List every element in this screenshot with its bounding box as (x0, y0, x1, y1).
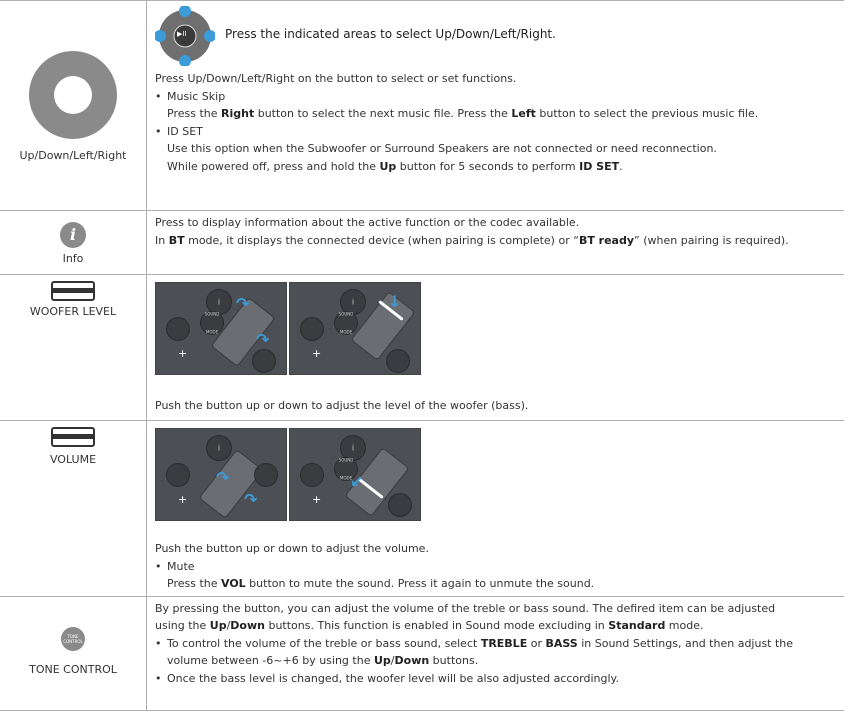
woofer-photo-2 (289, 282, 421, 375)
volume-rocker-icon (51, 427, 95, 447)
text: / (390, 654, 395, 667)
text: mode, it displays the connected device (when pairing is complete) or “ (184, 233, 579, 247)
arrow-down-icon: ↷ (244, 490, 258, 509)
text: button for 5 seconds to perform (396, 159, 580, 173)
volume-photo-2 (289, 428, 421, 521)
photo-settings-button (388, 493, 412, 517)
text: i (351, 297, 355, 307)
id-set-title: ID SET (167, 124, 203, 138)
photo-mute-button (300, 463, 324, 487)
volume-icon-cell (0, 421, 147, 597)
volume-bullets (155, 558, 844, 576)
photo-mute-button (300, 317, 324, 341)
info-label: Info (62, 251, 84, 265)
info-icon (60, 222, 86, 248)
photo-plus: + (312, 493, 322, 506)
tone-icon-text: TONE CONTROL (63, 634, 83, 645)
rocker-stripe (53, 434, 93, 439)
info-line-2 (155, 232, 844, 250)
photo-settings-button (252, 349, 276, 373)
info-icon-cell (0, 211, 147, 275)
navigation-bullets-2 (155, 123, 844, 141)
row-info (0, 211, 844, 275)
text: i (217, 443, 221, 453)
mute-bullet (155, 558, 844, 576)
play-pause-icon: ▶II (177, 30, 187, 38)
text: ” (when pairing is required). (634, 233, 789, 247)
info-glyph: i (69, 224, 77, 244)
woofer-desc: Push the button up or down to adjust the level of the woofer (bass). (155, 399, 529, 412)
woofer-description (147, 275, 845, 421)
text: SOUND MODE (338, 311, 354, 334)
music-skip-title: Music Skip (167, 89, 226, 103)
photo-plus: + (178, 493, 188, 506)
tone-line-2 (155, 617, 844, 635)
row-navigation (0, 1, 844, 211)
woofer-photo-1 (155, 282, 287, 375)
text: Press the (167, 577, 221, 590)
text: Press the (167, 107, 221, 120)
info-line-1: Press to display information about the active function or the codec available. (155, 216, 580, 229)
photo-plus: + (178, 347, 188, 360)
text: BASS (545, 636, 578, 650)
navigation-ring-icon (25, 47, 121, 143)
woofer-icon-cell (0, 275, 147, 421)
navigation-intro: Press Up/Down/Left/Right on the button to select or set functions. (155, 72, 517, 85)
text: button to mute the sound. Press it again to unmute the sound. (245, 577, 595, 590)
arrow-up-icon: ↷ (216, 468, 230, 487)
arrow-up-icon: ↷ (236, 294, 250, 313)
volume-photos (155, 424, 844, 540)
text: VOL (221, 577, 246, 590)
text: i (217, 297, 221, 307)
text: While powered off, press and hold the (167, 159, 380, 173)
text: Down (394, 654, 430, 667)
text: button to select the previous music file. (535, 107, 759, 120)
text: i (351, 443, 355, 453)
text: buttons. This function is enabled in Sound mode excluding in (264, 619, 609, 632)
navigation-bullets (155, 88, 844, 106)
text: Down (230, 619, 265, 632)
tone-bullet-2: • Once the bass level is changed, the woofer level will be also adjusted accordingly. (155, 670, 844, 688)
volume-description (147, 421, 845, 597)
photo-mute-button (166, 463, 190, 487)
text: volume between -6~+6 by using the (167, 654, 374, 667)
arrow-down-icon: ↓ (388, 292, 402, 311)
text: in Sound Settings, and then adjust the (577, 636, 794, 650)
mute-desc (155, 575, 844, 593)
info-description (147, 211, 845, 275)
text: BT ready (578, 233, 635, 247)
text: SOUND MODE (204, 311, 220, 334)
text: Right (221, 107, 255, 120)
text: Standard (608, 619, 666, 632)
photo-settings-button (254, 463, 278, 487)
tone-control-icon (61, 627, 85, 651)
id-set-desc-2 (155, 158, 844, 176)
music-skip-desc (155, 105, 844, 123)
volume-desc: Push the button up or down to adjust the volume. (155, 542, 429, 555)
photo-plus: + (312, 347, 322, 360)
text: To control the volume of the treble or bass sound, select (167, 636, 481, 650)
text: buttons. (429, 654, 479, 667)
navigation-description (147, 1, 845, 211)
text: SOUND MODE (338, 457, 354, 480)
tone-description (147, 596, 845, 710)
text: Up (209, 619, 227, 632)
photo-mute-button (166, 317, 190, 341)
text: BT (168, 233, 185, 247)
arrow-down-icon: ↙ (350, 472, 364, 491)
tone-icon-cell (0, 596, 147, 710)
tone-bullet-1 (155, 635, 844, 670)
text: using the (155, 619, 210, 632)
navigation-callout-text: Press the indicated areas to select Up/Down/Left/Right. (225, 27, 556, 41)
mute-title: Mute (167, 559, 195, 573)
text: In (155, 233, 169, 247)
navigation-icon-cell (0, 1, 147, 211)
photo-settings-button (386, 349, 410, 373)
row-woofer (0, 275, 844, 421)
row-tone-control (0, 596, 844, 710)
id-set-bullet (155, 123, 844, 141)
volume-photo-1 (155, 428, 287, 521)
text: mode. (665, 619, 704, 632)
volume-label: VOLUME (49, 453, 97, 466)
text: Left (511, 107, 536, 120)
rocker-stripe (53, 288, 93, 293)
arrow-down-icon: ↷ (256, 330, 270, 349)
woofer-label: WOOFER LEVEL (29, 305, 117, 318)
music-skip-bullet (155, 88, 844, 106)
photo-sound-mode-button (334, 311, 358, 335)
navigation-callout (155, 4, 844, 70)
woofer-rocker-icon (51, 281, 95, 301)
text: / (226, 619, 231, 632)
id-set-desc-1: Use this option when the Subwoofer or Surround Speakers are not connected or need reconnection. (167, 142, 717, 155)
text: Up (373, 654, 391, 667)
text: button to select the next music file. Press the (254, 107, 512, 120)
text: TREBLE (480, 636, 528, 650)
text: ID SET (579, 159, 620, 173)
tone-label: TONE CONTROL (29, 663, 117, 677)
row-volume (0, 421, 844, 597)
text: or (527, 636, 546, 650)
navigation-label: Up/Down/Left/Right (19, 148, 127, 162)
tone-bullets (155, 635, 844, 688)
woofer-photos (155, 278, 844, 397)
tone-line-1: By pressing the button, you can adjust the volume of the treble or bass sound. The defired item can be adjusted (155, 601, 776, 615)
text: Up (379, 159, 397, 173)
photo-info-button (206, 435, 232, 461)
text: . (619, 159, 623, 173)
